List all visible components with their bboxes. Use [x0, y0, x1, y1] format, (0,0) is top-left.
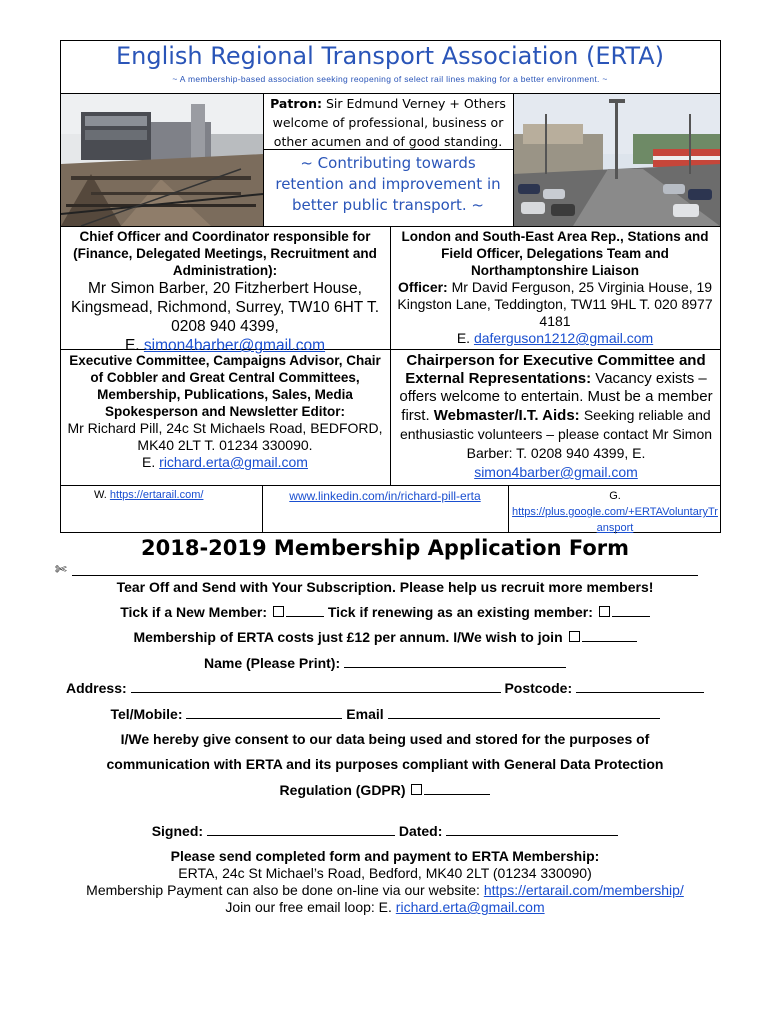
exec-committee-role: Executive Committee, Campaigns Advisor, Chair of Cobbler and Great Central Committees, Membership, Publications, Sales, Media Spokesperson and Newsletter Editor: — [69, 353, 381, 419]
tick-row — [0, 604, 770, 620]
name-row — [0, 655, 770, 671]
tel-label: Tel/Mobile: — [110, 706, 183, 722]
new-member-checkbox[interactable] — [273, 606, 284, 617]
chairperson-vacancy: Vacancy exists – offers welcome to entertain. Must be a member first. — [399, 370, 713, 424]
links-divider-b — [508, 485, 509, 533]
consent-gdpr-label: Regulation (GDPR) — [279, 782, 406, 798]
webmaster-text: Seeking reliable and enthusiastic volunteers – please contact Mr Simon Barber: T. 0208 940 4399, E. — [399, 407, 713, 461]
membership-cost-text: Membership of ERTA costs just £12 per annum. I/We wish to join — [133, 629, 563, 645]
london-rep-details — [394, 279, 716, 330]
address-row — [0, 680, 770, 696]
website-link[interactable]: https://ertarail.com/ — [109, 489, 204, 501]
webmaster-label: Webmaster/I.T. Aids: — [433, 407, 580, 424]
page-title: English Regional Transport Association (ERTA) — [115, 42, 664, 70]
chief-officer-role: Chief Officer and Coordinator responsible for (Finance, Delegated Meetings, Recruitment and Administration): — [73, 229, 377, 278]
patron-box — [263, 93, 514, 227]
chairperson-role: Chairperson for Executive Committee and External Representations: — [405, 352, 706, 387]
exec-email-prefix: E. — [142, 454, 156, 470]
join-checkbox[interactable] — [569, 631, 580, 642]
chief-email-link[interactable]: simon4barber@gmail.com — [143, 337, 326, 354]
cut-line — [72, 575, 698, 576]
exec-email-line — [64, 454, 386, 471]
google-link[interactable]: https://plus.google.com/+ERTAVoluntaryTransport — [512, 506, 718, 534]
consent-row — [0, 782, 770, 798]
join-blank[interactable] — [582, 629, 637, 642]
website-cell — [64, 488, 258, 502]
consent-checkbox[interactable] — [411, 784, 422, 795]
patron-label: Patron: — [270, 96, 322, 111]
chief-officer-cell — [64, 228, 386, 355]
postcode-label: Postcode: — [504, 680, 573, 696]
send-address: ERTA, 24c St Michael’s Road, Bedford, MK40 2LT (01234 330090) — [178, 865, 592, 881]
google-cell — [512, 488, 718, 536]
grid-vertical-divider — [390, 226, 391, 485]
chair-email-link[interactable]: simon4barber@gmail.com — [474, 464, 638, 480]
london-email-link[interactable]: daferguson1212@gmail.com — [473, 330, 654, 346]
patron-description: Sir Edmund Verney + Others welcome of professional, business or other acumen and of good standing. — [272, 96, 506, 149]
signature-row — [0, 823, 770, 839]
linkedin-cell — [264, 488, 506, 505]
contact-row — [0, 706, 770, 722]
form-title: 2018-2019 Membership Application Form — [141, 536, 629, 560]
scissors-icon: ✄ — [55, 561, 67, 577]
email-loop-text: Join our free email loop: E. — [225, 899, 392, 915]
exec-committee-address: Mr Richard Pill, 24c St Michaels Road, BEDFORD, MK40 2LT T. 01234 330090. — [67, 420, 383, 453]
london-email-line — [394, 330, 716, 347]
new-member-blank[interactable] — [286, 604, 324, 617]
tearoff-instruction: Tear Off and Send with Your Subscription. Please help us recruit more members! — [116, 579, 654, 595]
membership-row — [0, 629, 770, 645]
exec-committee-cell — [64, 352, 386, 471]
name-label: Name (Please Print): — [203, 655, 341, 671]
renew-member-blank[interactable] — [612, 604, 650, 617]
page-subtitle: ~ A membership-based association seeking reopening of select rail lines making for a better environment. ~ — [172, 74, 608, 84]
email-loop-row — [0, 899, 770, 915]
online-payment-text: Membership Payment can also be done on-line via our website: — [86, 882, 480, 898]
tagline: ~ Contributing towards retention and improvement in better public transport. ~ — [275, 154, 501, 214]
dated-label: Dated: — [398, 823, 443, 839]
chief-officer-address: Mr Simon Barber, 20 Fitzherbert House, Kingsmead, Richmond, Surrey, TW10 6HT T. 0208 940 4399, — [70, 280, 380, 335]
london-rep-role: London and South-East Area Rep., Stations and Field Officer, Delegations Team and Northamptonshire Liaison — [401, 229, 709, 278]
consent-blank[interactable] — [424, 782, 490, 795]
date-field[interactable] — [446, 823, 618, 836]
signature-field[interactable] — [207, 823, 395, 836]
online-payment-row — [0, 882, 770, 898]
email-loop-link[interactable]: richard.erta@gmail.com — [395, 899, 545, 915]
chairperson-cell — [394, 352, 718, 482]
tick-renew-label: Tick if renewing as an existing member: — [327, 604, 593, 620]
email-field[interactable] — [388, 706, 660, 719]
london-email-prefix: E. — [456, 330, 471, 346]
website-prefix: W. — [94, 489, 107, 501]
membership-link[interactable]: https://ertarail.com/membership/ — [483, 882, 684, 898]
address-field[interactable] — [131, 680, 501, 693]
consent-line-1: I/We hereby give consent to our data being used and stored for the purposes of — [120, 731, 650, 747]
google-prefix: G. — [609, 490, 621, 502]
tel-field[interactable] — [186, 706, 342, 719]
name-field[interactable] — [344, 655, 566, 668]
chief-email-prefix: E. — [124, 337, 140, 354]
email-label: Email — [346, 706, 384, 722]
links-divider-a — [262, 485, 263, 533]
london-officer-label: Officer: — [397, 279, 448, 295]
postcode-field[interactable] — [576, 680, 704, 693]
london-rep-cell — [394, 228, 716, 347]
renew-member-checkbox[interactable] — [599, 606, 610, 617]
consent-line-2: communication with ERTA and its purposes compliant with General Data Protection — [106, 756, 664, 772]
links-row-divider — [60, 485, 721, 486]
linkedin-link[interactable]: www.linkedin.com/in/richard-pill-erta — [289, 489, 481, 503]
address-label: Address: — [65, 680, 127, 696]
tick-new-label: Tick if a New Member: — [120, 604, 268, 620]
send-instruction: Please send completed form and payment to ERTA Membership: — [170, 848, 600, 864]
london-rep-address: Mr David Ferguson, 25 Virginia House, 19 Kingston Lane, Teddington, TW11 9HL T. 020 8977 4181 — [397, 279, 713, 329]
signed-label: Signed: — [151, 823, 204, 839]
exec-email-link[interactable]: richard.erta@gmail.com — [159, 454, 308, 470]
station-photo-right — [513, 94, 720, 226]
station-photo-left — [61, 94, 263, 226]
